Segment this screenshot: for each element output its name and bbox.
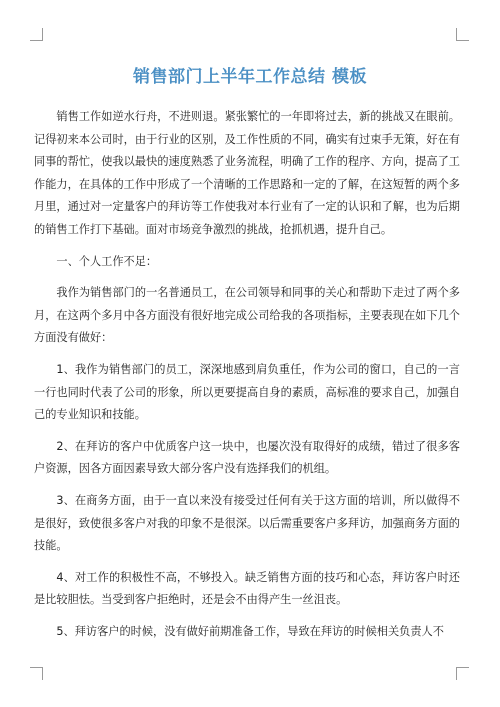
document-body	[34, 106, 460, 652]
section-heading-shortcomings: 一、个人工作不足：	[56, 254, 158, 268]
paragraph-intro: 销售工作如逆水行舟，不进则退。紧张繁忙的一年即将过去，新的挑战又在眼前。记得初来本公司时，由于行业的区别，及工作性质的不同，确实有过束手无策，好在有同事的帮忙，使我以最快的速度熟悉了业务流程，明确了工作的程序、方向，提高了工作能力，在具体的工作中形成了一个清晰的工作思路和一定的了解，在这短暂的两个多月里，通过对一定量客户的拜访等工作使我对本行业有了一定的认识和了解，也为后期的销售工作打下基础。面对市场竞争激烈的挑战，抢抓机遇，提升自己。	[34, 110, 460, 236]
page-corner-mark-top-right	[456, 28, 469, 41]
paragraph-point-1: 1、我作为销售部门的员工，深深地感到肩负重任，作为公司的窗口，自己的一言一行也同时代表了公司的形象，所以更要提高自身的素质，高标准的要求自己，加强自己的专业知识和技能。	[34, 362, 460, 422]
page-corner-mark-top-left	[30, 28, 43, 41]
paragraph-point-5: 5、拜访客户的时候，没有做好前期准备工作，导致在拜访的时候相关负责人不	[56, 624, 444, 638]
page-corner-mark-bottom-right	[456, 667, 469, 680]
paragraph-point-4: 4、对工作的积极性不高，不够投入。缺乏销售方面的技巧和心态，拜访客户时还是比较胆怯。当受到客户拒绝时，还是会不由得产生一丝沮丧。	[34, 570, 460, 607]
paragraph-point-3: 3、在商务方面，由于一直以来没有接受过任何有关于这方面的培训，所以做得不是很好，致使很多客户对我的印象不是很深。以后需重要客户多拜访，加强商务方面的技能。	[34, 493, 460, 553]
paragraph-point-2: 2、在拜访的客户中优质客户这一块中，也屡次没有取得好的成绩，错过了很多客户资源，因各方面因素导致大部分客户没有选择我们的机组。	[34, 439, 460, 476]
document-title: 销售部门上半年工作总结 模板	[133, 67, 367, 87]
page-corner-mark-bottom-left	[30, 667, 43, 680]
paragraph-overview: 我作为销售部门的一名普通员工，在公司领导和同事的关心和帮助下走过了两个多月，在这两个多月中各方面没有很好地完成公司给我的各项指标，主要表现在如下几个方面没有做好：	[34, 286, 460, 345]
